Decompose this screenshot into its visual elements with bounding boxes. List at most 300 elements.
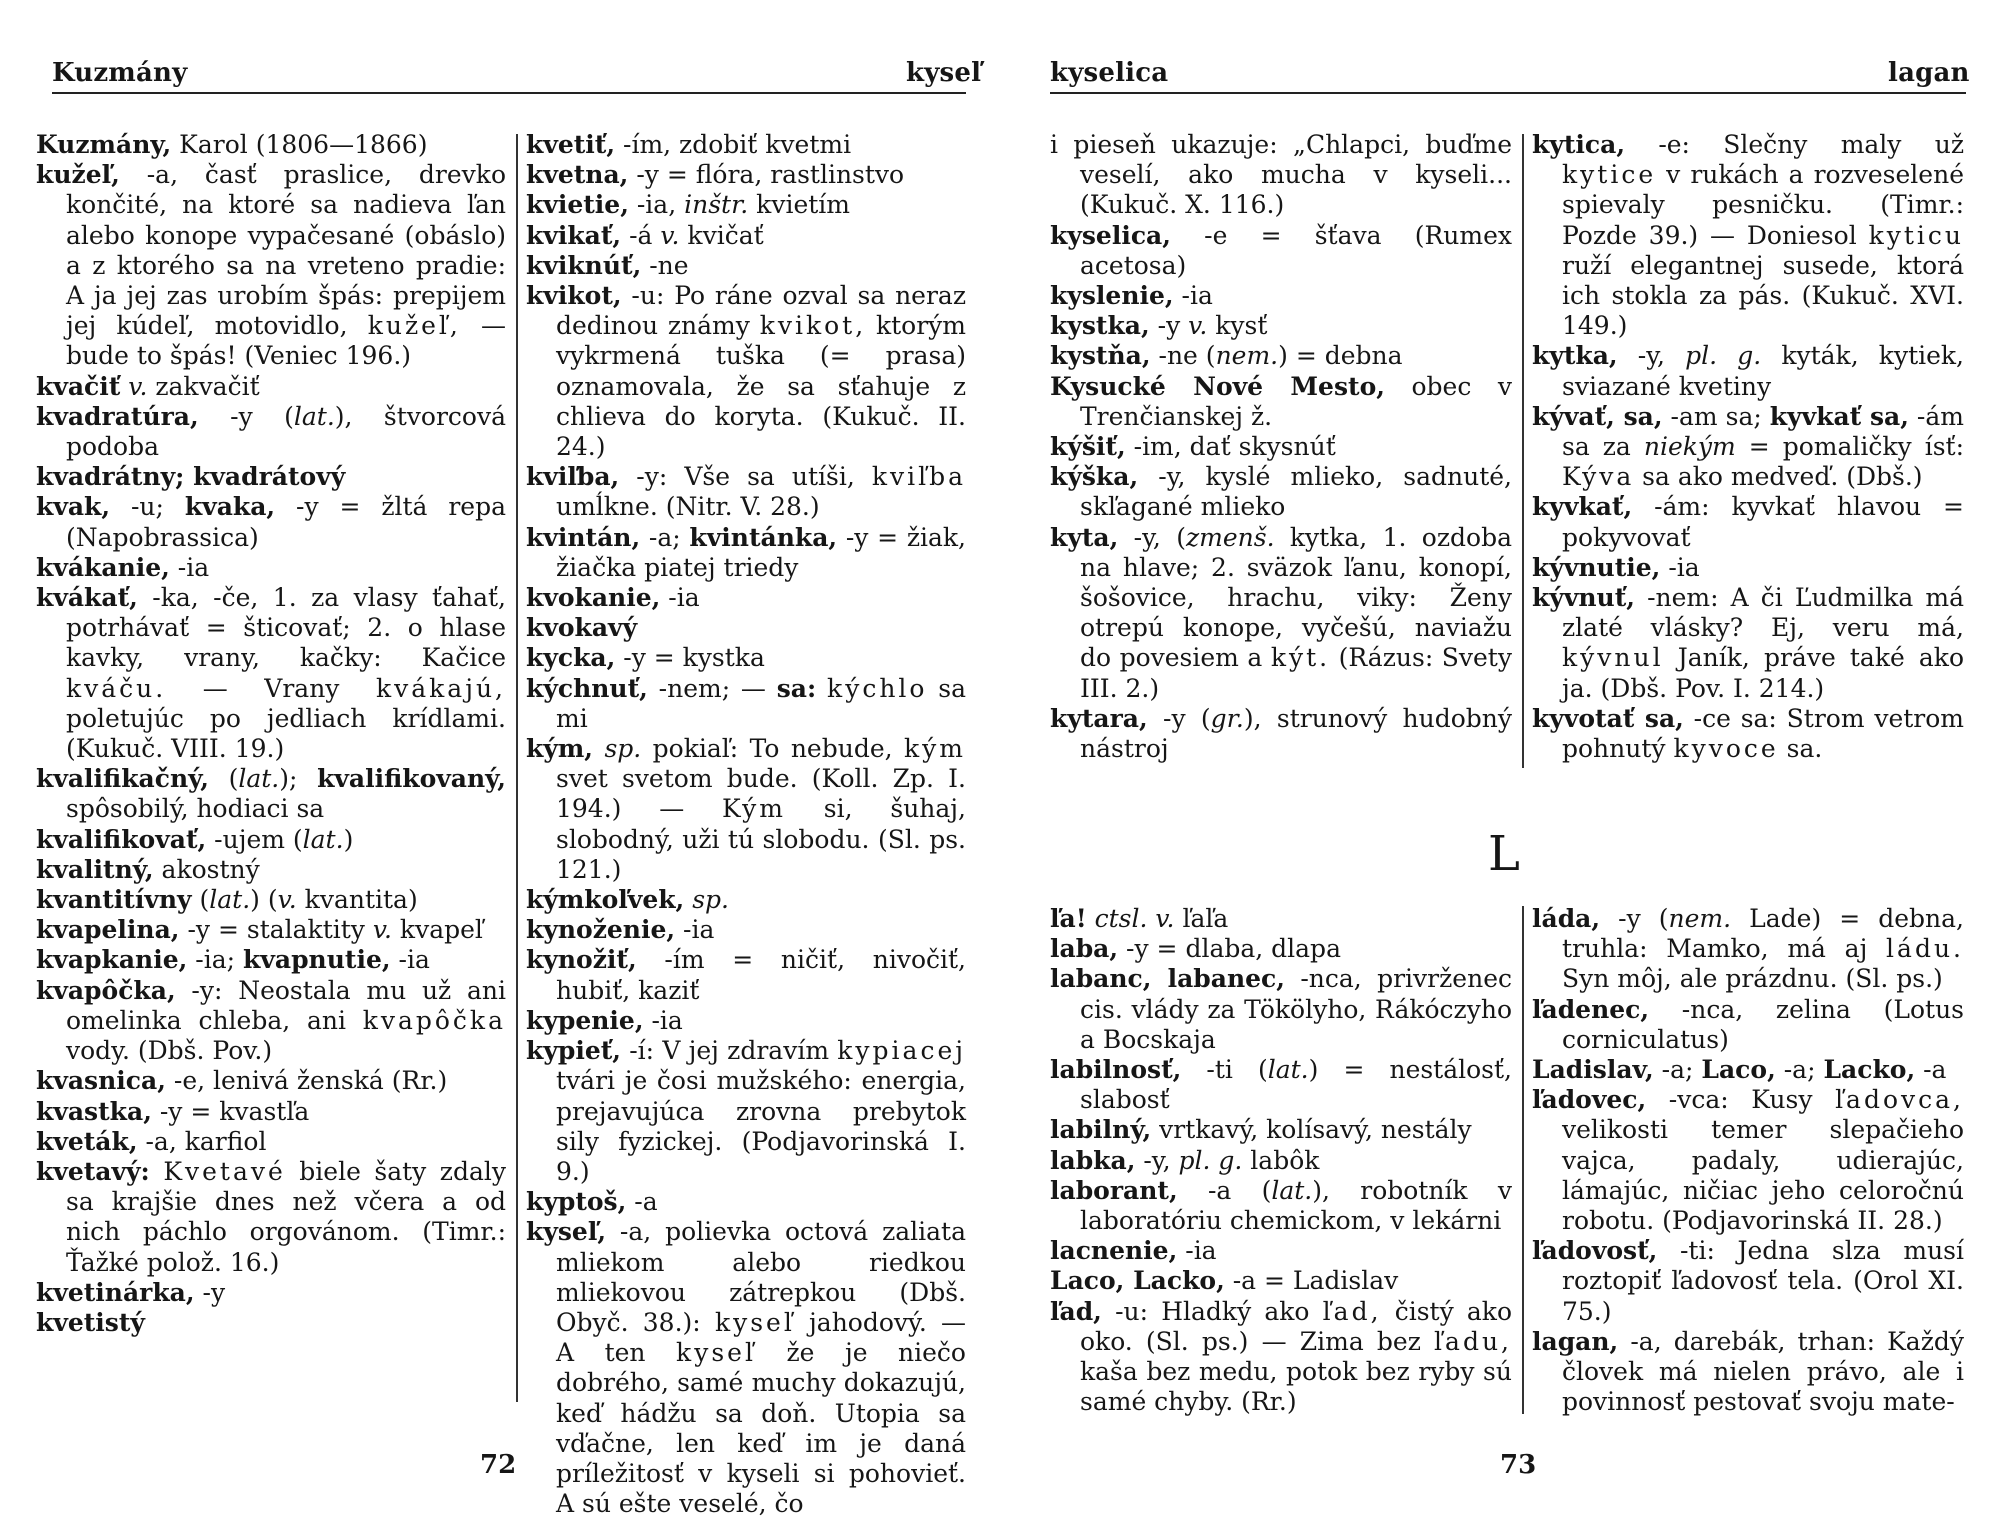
headword: kystka, [1050,311,1150,341]
dictionary-entry [36,825,506,855]
entry-text: ) = debna [1278,341,1403,371]
dictionary-entry [526,160,966,190]
headword: Laco, [1701,1055,1776,1085]
entry-text: -a = Ladislav [1224,1266,1399,1296]
headword: kynoženie, [526,915,676,945]
entry-text: ) ( [250,885,278,915]
dictionary-entry [1532,583,1964,704]
example-emphasis: kvapôčka [362,1005,506,1035]
entry-text: -ia; [187,945,244,975]
entry-text: -ia [169,552,210,582]
headword: kvalifikovaný, [317,764,507,794]
grammar-label: nem. [1215,341,1279,371]
entry-text: -ia [1177,1236,1217,1266]
entry-text: kvantita) [296,885,418,915]
entry-text: -y ( [1147,703,1211,733]
dictionary-entry [1050,1236,1512,1266]
entry-text: -e = šťava (Rumex acetosa) [1080,220,1512,280]
headword: kvalifikačný, [36,764,209,794]
entry-text: -y = stalaktity [179,915,373,945]
headword: kypenie, [526,1005,644,1035]
headword: Laco, Lacko, [1050,1266,1225,1296]
headword: lagan, [1532,1326,1619,1356]
example-emphasis: kytice [1562,160,1657,190]
entry-text: kvapeľ [391,915,483,945]
example-emphasis: ľadu, [1434,1326,1512,1356]
entries-column-1 [36,130,506,1338]
headword: Kysucké Nové Mesto, [1050,371,1385,401]
dictionary-entry [1050,432,1512,462]
dictionary-entry [1050,311,1512,341]
headword: láda, [1532,904,1601,933]
entry-text [816,674,827,703]
dictionary-entry [36,1308,506,1338]
example-emphasis: kyseľ [714,1307,795,1337]
dictionary-entry [526,1187,966,1217]
grammar-label: gr. [1210,703,1244,733]
headword: kyvotať sa, [1532,703,1684,733]
dictionary-entry [526,613,966,643]
entry-text: labôk [1242,1145,1320,1175]
headword: kytka, [1532,341,1618,371]
entry-text: -ia [390,945,430,975]
dictionary-entry [526,462,966,522]
grammar-label: inštr. [684,190,749,220]
entry-text: čistý ako oko. (Sl. ps.) — Zima bez [1080,1296,1512,1356]
dictionary-entry [36,583,506,764]
column-divider [516,134,518,1402]
entry-text: -á [621,220,661,250]
dictionary-entry [36,1157,506,1278]
headword: kvokavý [526,613,638,643]
entry-text: akostný [153,854,260,884]
headword: kvantitívny [36,885,192,915]
entry-text: kysť [1207,311,1268,341]
dictionary-entry [526,130,966,160]
entry-text [1087,904,1095,933]
dictionary-entry [36,976,506,1067]
dictionary-entry [526,251,966,281]
entry-text: sa mi [556,673,966,733]
entry-text: -nem: A či Ľudmilka má zlaté vlásky? Ej, veru má, [1562,583,1964,643]
headword: labanc, labanec, [1050,964,1285,994]
grammar-label: pl. g. [1178,1145,1243,1175]
example-emphasis: Kvetavé [163,1156,286,1186]
headword: kvapnutie, [243,945,391,975]
page-number: 73 [1500,1450,1537,1480]
dictionary-entry [526,945,966,1005]
entry-text: -y, [1135,1145,1179,1175]
headword: kvapelina, [36,915,180,945]
headword: kvapôčka, [36,975,176,1005]
entry-text: -í: V jej zdravím [620,1036,838,1066]
entry-text: -u: Po ráne ozval sa neraz dedinou známy [556,281,966,341]
entry-text: -ti ( [1181,1055,1268,1085]
dictionary-entry [526,674,966,734]
dictionary-entry [1050,1115,1512,1145]
entry-text: -ti: Jedna slza musí roztopiť ľadovosť tela. (Orol XI. 75.) [1562,1236,1964,1326]
headword: kvietie, [526,190,629,220]
dictionary-entry [526,734,966,885]
dictionary-entry [526,915,966,945]
entry-text: -a [626,1187,658,1217]
running-head-right: lagan [1888,58,1970,88]
headword: laborant, [1050,1175,1178,1205]
column-divider-top [1522,134,1524,768]
dictionary-entry [526,523,966,583]
entry-text: -a ( [1177,1175,1272,1205]
headword: kýchnuť, [526,673,648,703]
headword: ľadovosť, [1532,1236,1658,1266]
entry-text: -a, polievka octová zaliata mliekom alebo riedkou mliekovou zátrepkou (Dbš. Obyč. 38.): [556,1217,966,1337]
dictionary-entry [526,190,966,220]
headword: laba, [1050,934,1119,964]
headword: kvetavý: [36,1156,150,1186]
entry-text [593,734,604,763]
headword: kýšiť, [1050,432,1126,462]
entry-text [150,1157,164,1186]
example-emphasis: kyvoce [1673,734,1779,764]
entry-text: Syn môj, ale prázdnu. (Sl. ps.) [1562,964,1943,994]
dictionary-entry [1050,934,1512,964]
entry-text: umĺkne. (Nitr. V. 28.) [556,492,820,522]
entry-text: obec v Trenčianskej ž. [1080,371,1512,431]
example-emphasis: ľadovca, [1835,1085,1964,1115]
entry-text: ) [343,824,354,854]
headword: kvalitný, [36,854,154,884]
example-emphasis: kypiacej [837,1036,966,1066]
entry-text: ), robotník v laboratóriu chemickom, v lekárni [1080,1175,1512,1236]
entry-text: -am sa; [1662,401,1770,431]
grammar-label: ctsl. v. [1094,904,1175,933]
headword: kvalifikovať, [36,824,207,854]
entry-text: -y = kystka [615,643,765,673]
headword: kvetinárka, [36,1277,195,1307]
entry-text: -a, časť praslice, drevko končité, na ktoré sa nadieva ľan alebo konope vypačesané (obáslo) a z ktorého sa na vreteno pradie: A ja jej zas urobím špás: prepijem jej kúdeľ, motovidlo, [66,160,506,341]
dictionary-entry [1050,704,1512,764]
entry-text: = pomaličky ísť: [1735,432,1964,462]
entry-text: -ia [660,583,700,613]
headword: kvákať, [36,583,138,613]
dictionary-entry [1532,130,1964,341]
dictionary-entry [36,855,506,885]
entry-text: Lade) = debna, truhla: Mamko, má aj [1562,904,1965,964]
example-emphasis: Kýva [1562,462,1635,492]
headword: Ladislav, [1532,1055,1654,1085]
entry-text: — Vrany [166,673,376,703]
entry-text: -nca, zelina (Lotus corniculatus) [1562,994,1964,1054]
headword: kviknúť, [526,250,642,280]
dictionary-entry [1532,995,1964,1055]
entry-text: -ia [675,915,715,945]
headword: labka, [1050,1145,1136,1175]
entry-text: -nem; — [647,673,777,703]
entry-text: sa. [1778,734,1823,764]
entry-text: -y ( [198,401,294,431]
dictionary-entry [36,130,506,160]
entry-text: že je niečo dobrého, samé muchy dokazujú, keď hádžu sa doň. Utopia sa vďačne, len keď im je daná príležitosť v kyseli si pohovieť. A sú ešte veselé, čo [556,1338,966,1519]
dictionary-entry [1532,492,1964,552]
example-emphasis: kývnul [1562,643,1664,673]
example-emphasis: kyseľ [676,1338,756,1368]
section-letter: L [1488,826,1520,882]
dictionary-entry [1532,904,1964,995]
entry-text: — bude to špás! (Veniec 196.) [66,311,506,371]
entry-text: spôsobilý, hodiaci sa [66,794,325,824]
entries-column-1-top [1050,130,1512,764]
headword: kvokanie, [526,583,661,613]
headword: kývnutie, [1532,552,1661,582]
entry-text: -y: Vše sa utíši, [619,462,872,492]
grammar-label: lat. [238,764,280,794]
entry-text: -nca, privrženec cis. vlády za Tökölyho, Rákóczyho a Bocskaja [1080,964,1512,1054]
headword: kvikot, [526,281,622,311]
entry-text: -ia, [628,190,685,220]
entry-text: velikosti temer slepačieho vajca, padaly, udierajúc, lámajúc, ničiac jeho celoročnú robotu. (Podjavorinská II. 28.) [1562,1115,1964,1236]
entry-text: -ím, zdobiť kvetmi [615,130,852,159]
entry-text: -y: Neostala mu už ani omelinka chleba, ani [66,975,506,1035]
entry-text: -ujem ( [206,824,303,854]
dictionary-entry [1050,372,1512,432]
dictionary-entry [36,1127,506,1157]
example-emphasis: kýt. [1270,643,1331,673]
headword: kvadrátny; kvadrátový [36,462,346,492]
entry-text: ( [191,885,210,915]
entry-text: ); [279,764,318,794]
dictionary-entry [1050,1266,1512,1296]
grammar-label: pl. g. [1685,341,1762,371]
entry-text: -y ( [1600,904,1669,933]
entry-text: -ím = ničiť, nivočiť, hubiť, kaziť [556,945,966,1005]
dictionary-entry [1532,704,1964,764]
entry-text: poletujúc po jedliach krídlami. (Kukuč. VIII. 19.) [66,703,506,764]
entry-text: svet svetom bude. (Koll. Zp. I. 194.) — [556,764,966,824]
dictionary-entry [1532,402,1964,493]
dictionary-entry [526,1006,966,1036]
dictionary-entry [1532,1236,1964,1327]
grammar-label: lat. [209,885,251,915]
entry-text: kvičať [679,220,764,250]
entries-column-2-top [1532,130,1964,764]
entry-text: kytka, 1. ozdoba na hlave; 2. sväzok ľanu, konopí, šošovice, hrachu, viky: Ženy otrepú konope, vyčešú, naviažu do povesiem a [1080,522,1512,673]
grammar-label: v. [1188,311,1208,341]
entry-text: -y [194,1277,226,1307]
entry-text: -vca: Kusy [1646,1085,1836,1115]
headword: kvastka, [36,1096,152,1126]
entry-text: v rukách a rozveselené spievaly pesničku. (Timr.: Pozde 39.) — Doniesol [1562,160,1964,250]
headword: kvadratúra, [36,401,199,431]
entry-text: -y = dlaba, dlapa [1118,934,1341,964]
entry-text: -ia [1173,281,1213,311]
headword: kývnuť, [1532,583,1635,613]
running-head-right: kyseľ [906,58,982,88]
headword: kytica, [1532,130,1626,159]
entry-text: Karol (1806—1866) [171,130,428,159]
entry-text: -u: Hladký ako [1101,1296,1323,1326]
headword: labilný, [1050,1115,1152,1145]
right-page [1030,0,1996,1500]
headword: kvetna, [526,160,629,190]
headword: kvak, [36,492,111,522]
dictionary-entry [526,1217,966,1519]
entry-text: zakvačiť [147,371,260,401]
example-emphasis: kyticu [1868,220,1964,250]
grammar-label: nem. [1668,904,1732,933]
dictionary-entry [36,372,506,402]
headword: kyvkať, [1532,492,1633,522]
dictionary-entry [1050,221,1512,281]
grammar-label: lat. [293,401,335,431]
entry-text: -a; [1775,1055,1824,1085]
headword: kým, [526,734,594,764]
grammar-label: v. [277,885,297,915]
entry-text: -im, dať skysnúť [1125,432,1336,462]
dictionary-entry [36,402,506,462]
headword: kypieť, [526,1036,621,1066]
grammar-label: lat. [1267,1055,1309,1085]
headword: kývať, sa, [1532,401,1663,431]
grammar-label: lat. [302,824,344,854]
header-rule [52,92,966,94]
headword: lacnenie, [1050,1236,1178,1266]
headword: ľadovec, [1532,1085,1647,1115]
headword: kvapkanie, [36,945,188,975]
entry-text: -ne ( [1150,341,1216,371]
headword: kvasnica, [36,1066,166,1096]
entry-text: -a; [640,522,690,552]
headword: kyptoš, [526,1187,627,1217]
entry-text: kaša bez medu, potok bez ryby sú samé chyby. (Rr.) [1080,1357,1512,1417]
dictionary-entry [526,643,966,673]
entry-text: -ia [643,1005,683,1035]
entries-column-2 [526,130,966,1519]
entry-text: si, šuhaj, slobodný, uži tú slobodu. (Sl. ps. 121.) [556,794,966,884]
headword: kvaka, [184,492,276,522]
dictionary-entry [1050,904,1512,934]
entry-text: vody. (Dbš. Pov.) [66,1036,273,1066]
dictionary-entry [526,221,966,251]
dictionary-entry [1532,341,1964,401]
dictionary-entry [36,764,506,824]
entry-text: -a, darebák, trhan: Každý človek má nielen právo, ale i povinnosť pestovať svoju mate- [1562,1326,1964,1417]
headword: kvetistý [36,1307,145,1337]
headword: kviľba, [526,462,620,492]
dictionary-entry [36,1066,506,1096]
headword: kužeľ, [36,160,120,190]
grammar-label: v. [372,915,392,945]
headword: kyselica, [1050,220,1171,250]
headword: kyslenie, [1050,281,1174,311]
example-emphasis: kváču. [66,673,167,703]
headword: kvintánka, [689,522,838,552]
dictionary-entry [1050,341,1512,371]
dictionary-entry [1050,1297,1512,1418]
dictionary-entry [1050,462,1512,522]
entry-text: -y, kyslé mlieko, sadnuté, skľagané mlieko [1080,462,1512,522]
grammar-label: niekým [1643,432,1736,462]
entry-text: -a [1915,1055,1947,1085]
entry-text: -y, ( [1118,522,1186,552]
entry-text: -y [1149,311,1189,341]
dictionary-entry [36,1097,506,1127]
entry-text: -y = kvastľa [151,1096,310,1126]
dictionary-entry [1532,1327,1964,1418]
grammar-label: v. [660,220,680,250]
dictionary-entry [36,885,506,915]
headword: ľadenec, [1532,994,1650,1024]
headword: kýška, [1050,462,1139,492]
entry-text: i pieseň ukazuje: „Chlapci, buďme veselí, ako mucha v kyseli... (Kukuč. X. 116.) [1050,130,1512,220]
entry-text: vrtkavý, kolísavý, nestály [1151,1115,1472,1145]
example-emphasis: kvikot, [759,311,867,341]
grammar-label: sp. [692,885,729,915]
dictionary-entry [1050,523,1512,704]
dictionary-entry [1050,130,1512,221]
dictionary-entry [36,462,506,492]
example-emphasis: kužeľ, [367,311,461,341]
dictionary-entry [526,281,966,462]
entry-text: kvietím [748,190,850,220]
dictionary-entry [526,1036,966,1187]
grammar-label: zmenš. [1185,522,1275,552]
entry-text: jahodový. — A ten [556,1307,966,1368]
entry-text: -ka, -če, 1. za vlasy ťahať, potrhávať = šticovať; 2. o hlase kavky, vrany, kačky: Kačice [66,583,506,673]
entry-text: ľaľa [1174,904,1229,933]
entry-text: ruží elegantnej susede, ktorá ich stokla za pás. (Kukuč. XVI. 149.) [1562,250,1964,341]
entry-text: sa ako medveď. (Dbš.) [1634,462,1923,492]
column-divider-bottom [1522,906,1524,1414]
headword: kvákanie, [36,552,170,582]
entry-text: pokiaľ: To nebude, [641,734,905,764]
headword: kyta, [1050,522,1119,552]
dictionary-entry [36,945,506,975]
entry-text: kyták, kytiek, sviazané kvetiny [1562,341,1964,401]
entry-text: -e, lenivá ženská (Rr.) [165,1066,448,1096]
headword: kvintán, [526,522,641,552]
dictionary-entry [36,492,506,552]
entry-text: -y = žiak, žiačka piatej triedy [556,522,967,582]
example-emphasis: kýchlo [827,673,928,703]
entry-text: -ia [1660,552,1700,582]
headword: ľad, [1050,1296,1102,1326]
entry-text: (Rázus: Svety III. 2.) [1080,643,1512,703]
entry-text: -ce sa: Strom vetrom pohnutý [1562,703,1964,764]
entry-text: -y = žltá repa (Napobrassica) [66,492,506,552]
headword: kýmkoľvek, [526,885,685,915]
headword: kveták, [36,1126,138,1156]
headword: kvikať, [526,220,622,250]
headword: kvetiť, [526,130,616,159]
headword: kyseľ, [526,1217,607,1247]
dictionary-entry [1050,964,1512,1055]
entry-text: -u; [110,492,185,522]
example-emphasis: ládu. [1886,934,1964,964]
grammar-label: lat. [1271,1175,1313,1205]
entry-text: tvári je čosi mužského: energia, prejavujúca zrovna prebytok sily fyzickej. (Podjavorinská I. 9.) [556,1066,966,1186]
headword: kyvkať sa, [1769,401,1909,431]
entry-text: -a; [1653,1055,1702,1085]
entry-text: ), štvorcová podoba [66,401,507,462]
dictionary-entry [1532,553,1964,583]
entry-text: ( [208,764,239,794]
entries-column-1-bottom [1050,904,1512,1417]
dictionary-entry [1050,1055,1512,1115]
headword: labilnosť, [1050,1055,1182,1085]
headword: Lacko, [1823,1055,1916,1085]
headword: Kuzmány, [36,130,172,159]
example-emphasis: ľad, [1322,1296,1382,1326]
dictionary-entry [1532,1085,1964,1236]
